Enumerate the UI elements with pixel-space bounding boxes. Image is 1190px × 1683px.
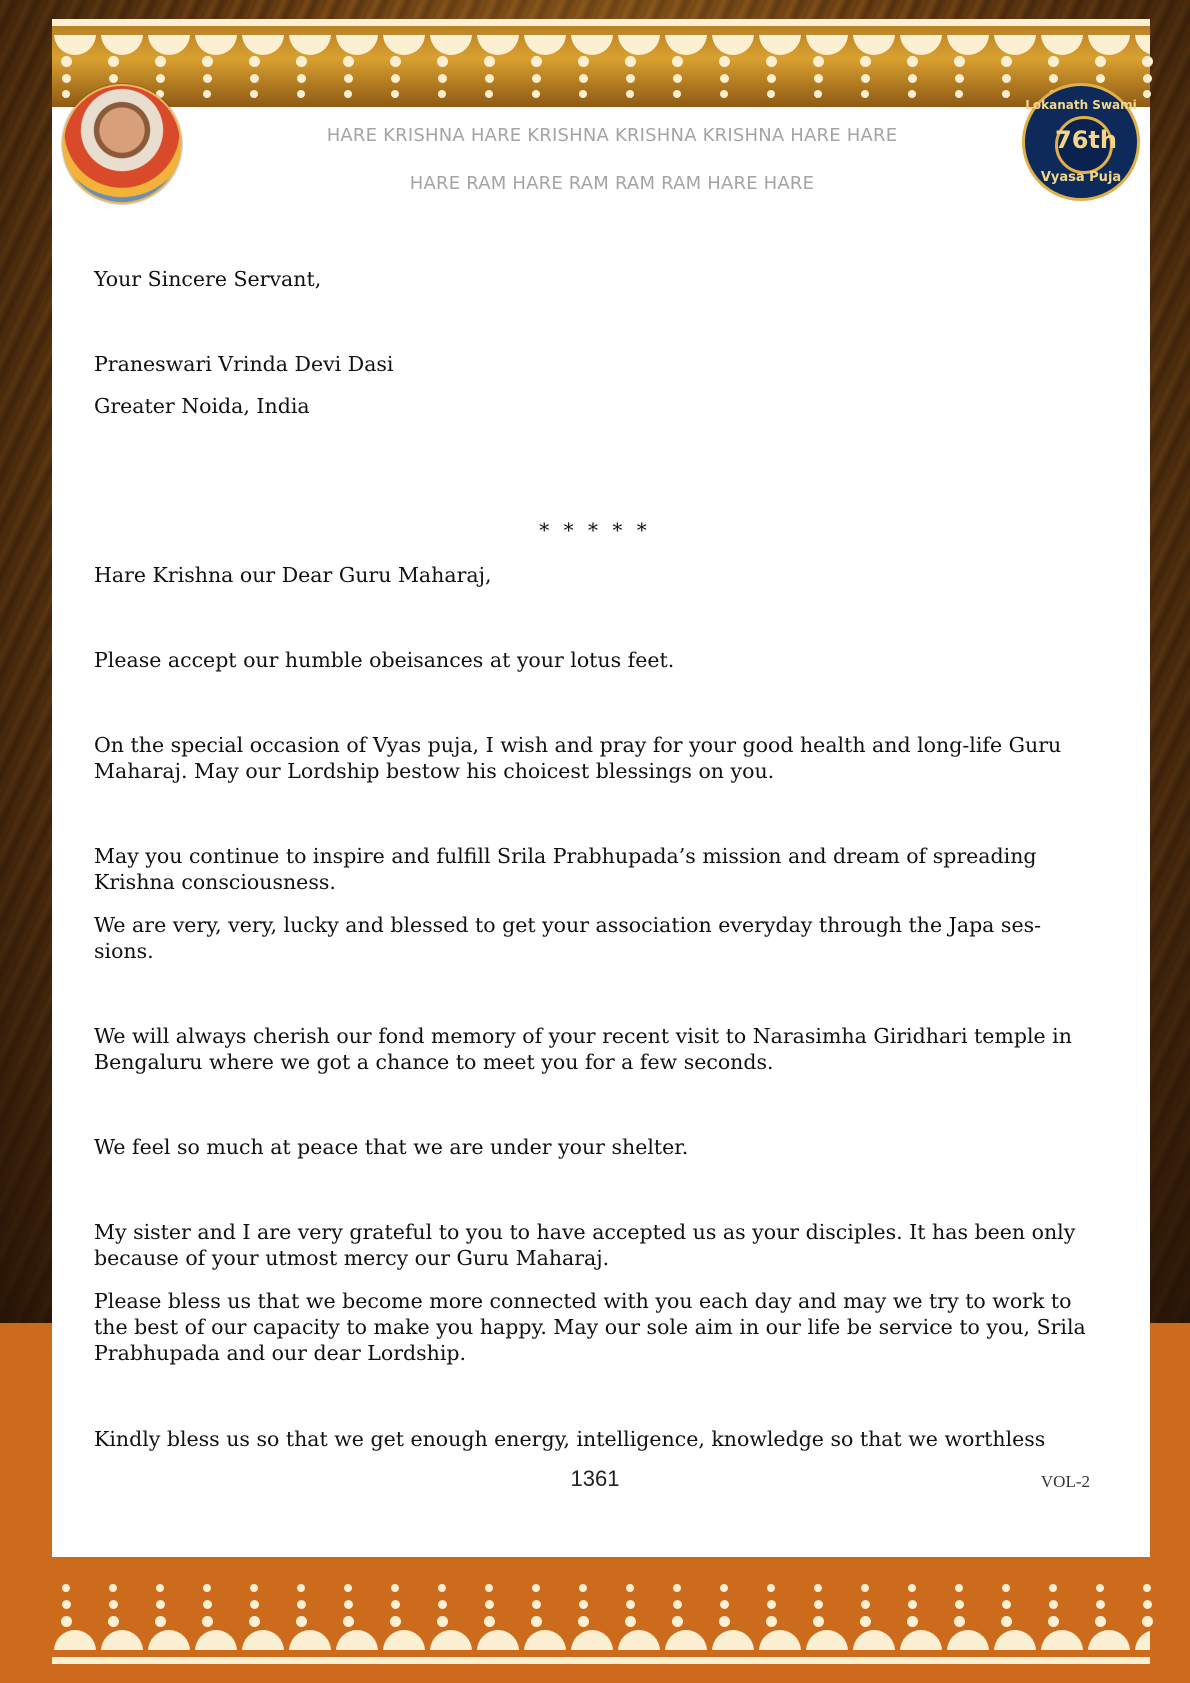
dot-ornament bbox=[720, 74, 729, 83]
dot-ornament bbox=[814, 74, 823, 83]
dot-ornament bbox=[626, 90, 634, 98]
dot-ornament bbox=[485, 1600, 494, 1609]
scallop-ornament bbox=[853, 35, 895, 55]
dot-ornament bbox=[343, 56, 354, 67]
dot-ornament bbox=[579, 1584, 587, 1592]
dot-ornament bbox=[484, 1616, 495, 1627]
scallop-ornament bbox=[994, 1630, 1036, 1650]
letter-paragraph: We are very, very, lucky and blessed to get your association everyday through the Japa ses-sions. bbox=[94, 913, 1042, 963]
dot-ornament bbox=[438, 1584, 446, 1592]
dot-ornament bbox=[814, 1600, 823, 1609]
scallop-ornament bbox=[195, 35, 237, 55]
dot-ornament bbox=[297, 1600, 306, 1609]
dot-ornament bbox=[673, 74, 682, 83]
dot-ornament bbox=[578, 56, 589, 67]
dot-ornament bbox=[720, 1584, 728, 1592]
dot-ornament bbox=[532, 1584, 540, 1592]
dot-ornament bbox=[813, 56, 824, 67]
dot-ornament bbox=[344, 74, 353, 83]
dot-ornament bbox=[437, 56, 448, 67]
dot-ornament bbox=[954, 56, 965, 67]
letter-author: Praneswari Vrinda Devi Dasi bbox=[94, 352, 394, 376]
top-border-line bbox=[52, 19, 1150, 26]
dot-ornament bbox=[62, 90, 70, 98]
dot-ornament bbox=[1001, 1616, 1012, 1627]
bottom-border-line bbox=[52, 1657, 1150, 1664]
scallop-ornament bbox=[712, 1630, 754, 1650]
dot-ornament bbox=[391, 1600, 400, 1609]
letter-paragraph: Kindly bless us so that we get enough energy, intelligence, knowledge so that we worthless bbox=[94, 1427, 1046, 1451]
scallop-ornament bbox=[195, 1630, 237, 1650]
scallop-ornament bbox=[1135, 1630, 1150, 1650]
dot-ornament bbox=[344, 1584, 352, 1592]
scallop-ornament bbox=[806, 1630, 848, 1650]
dot-ornament bbox=[390, 56, 401, 67]
dot-ornament bbox=[673, 1584, 681, 1592]
dot-ornament bbox=[578, 1616, 589, 1627]
scallop-ornament bbox=[947, 35, 989, 55]
dot-ornament bbox=[861, 90, 869, 98]
dot-ornament bbox=[109, 1600, 118, 1609]
dot-ornament bbox=[579, 74, 588, 83]
dot-ornament bbox=[719, 1616, 730, 1627]
scallop-ornament bbox=[524, 35, 566, 55]
dot-ornament bbox=[1095, 56, 1106, 67]
letter-paragraph: We will always cherish our fond memory of your recent visit to Narasimha Giridhari temple in Bengaluru where we got a chance to meet you for a few seconds. bbox=[94, 1024, 1072, 1074]
dot-ornament bbox=[1002, 90, 1010, 98]
dot-ornament bbox=[391, 90, 399, 98]
scallop-ornament bbox=[336, 1630, 378, 1650]
dot-ornament bbox=[673, 1600, 682, 1609]
dot-ornament bbox=[1002, 1600, 1011, 1609]
dot-ornament bbox=[203, 1600, 212, 1609]
dot-ornament bbox=[531, 1616, 542, 1627]
letter-location: Greater Noida, India bbox=[94, 394, 310, 418]
dot-ornament bbox=[343, 1616, 354, 1627]
scallop-ornament bbox=[54, 1630, 96, 1650]
dot-ornament bbox=[626, 1600, 635, 1609]
scallop-ornament bbox=[1088, 35, 1130, 55]
dot-ornament bbox=[109, 74, 118, 83]
section-separator: * * * * * bbox=[539, 518, 651, 542]
dot-ornament bbox=[62, 1584, 70, 1592]
dot-ornament bbox=[673, 90, 681, 98]
dot-ornament bbox=[625, 1616, 636, 1627]
dot-ornament bbox=[626, 1584, 634, 1592]
dot-ornament bbox=[249, 56, 260, 67]
dot-ornament bbox=[1143, 1584, 1151, 1592]
dot-ornament bbox=[109, 1584, 117, 1592]
dot-ornament bbox=[250, 74, 259, 83]
dot-ornament bbox=[1143, 74, 1152, 83]
scallop-ornament bbox=[148, 1630, 190, 1650]
dot-ornament bbox=[672, 1616, 683, 1627]
dot-ornament bbox=[579, 90, 587, 98]
dot-ornament bbox=[954, 1616, 965, 1627]
dot-ornament bbox=[625, 56, 636, 67]
dot-ornament bbox=[250, 90, 258, 98]
dot-ornament bbox=[202, 1616, 213, 1627]
dot-ornament bbox=[720, 90, 728, 98]
dot-ornament bbox=[1142, 1616, 1153, 1627]
scallop-ornament bbox=[101, 35, 143, 55]
dot-ornament bbox=[1143, 1600, 1152, 1609]
dot-ornament bbox=[814, 90, 822, 98]
dot-ornament bbox=[438, 1600, 447, 1609]
letter-paragraph: May you continue to inspire and fulfill Srila Prabhupada’s mission and dream of spreading Krishna consciousness. bbox=[94, 844, 1037, 894]
scallop-ornament bbox=[618, 1630, 660, 1650]
dot-ornament bbox=[61, 1616, 72, 1627]
bottom-scallop-border bbox=[52, 1628, 1150, 1650]
dot-ornament bbox=[1002, 1584, 1010, 1592]
dot-ornament bbox=[61, 56, 72, 67]
dot-ornament bbox=[532, 1600, 541, 1609]
dot-ornament bbox=[1096, 1584, 1104, 1592]
badge-bottom-text: Vyasa Puja bbox=[1040, 170, 1122, 185]
scallop-ornament bbox=[101, 1630, 143, 1650]
dot-ornament bbox=[908, 1584, 916, 1592]
scallop-ornament bbox=[524, 1630, 566, 1650]
dot-ornament bbox=[813, 1616, 824, 1627]
scallop-ornament bbox=[430, 1630, 472, 1650]
badge-top-text: Lokanath Swami bbox=[1025, 98, 1137, 112]
dot-ornament bbox=[1002, 74, 1011, 83]
dot-ornament bbox=[1096, 74, 1105, 83]
scallop-ornament bbox=[947, 1630, 989, 1650]
dot-ornament bbox=[908, 74, 917, 83]
scallop-ornament bbox=[853, 1630, 895, 1650]
dot-ornament bbox=[720, 1600, 729, 1609]
dot-ornament bbox=[203, 90, 211, 98]
scallop-ornament bbox=[994, 35, 1036, 55]
scallop-ornament bbox=[289, 1630, 331, 1650]
scallop-ornament bbox=[477, 35, 519, 55]
scallop-ornament bbox=[618, 35, 660, 55]
scallop-ornament bbox=[383, 1630, 425, 1650]
letter-paragraph: We feel so much at peace that we are under your shelter. bbox=[94, 1135, 689, 1159]
scallop-ornament bbox=[900, 35, 942, 55]
dot-ornament bbox=[1001, 56, 1012, 67]
scallop-ornament bbox=[571, 35, 613, 55]
dot-ornament bbox=[250, 1584, 258, 1592]
dot-ornament bbox=[532, 90, 540, 98]
dot-ornament bbox=[438, 90, 446, 98]
dot-ornament bbox=[297, 1584, 305, 1592]
dot-ornament bbox=[955, 74, 964, 83]
dot-ornament bbox=[203, 1584, 211, 1592]
letter-paragraph: Please bless us that we become more connected with you each day and may we try to work to the best of our capacity to make you happy. May our sole aim in our life be service to you, Srila Prabhupada and our dear Lordship. bbox=[94, 1289, 1086, 1365]
badge-number: 76th bbox=[1055, 126, 1117, 154]
dot-ornament bbox=[860, 56, 871, 67]
scallop-ornament bbox=[1041, 35, 1083, 55]
dot-ornament bbox=[155, 1616, 166, 1627]
scallop-ornament bbox=[665, 35, 707, 55]
dot-ornament bbox=[766, 1616, 777, 1627]
dot-ornament bbox=[861, 1584, 869, 1592]
scallop-ornament bbox=[900, 1630, 942, 1650]
dot-ornament bbox=[249, 1616, 260, 1627]
dot-ornament bbox=[955, 1600, 964, 1609]
dot-ornament bbox=[767, 1600, 776, 1609]
scallop-ornament bbox=[571, 1630, 613, 1650]
dot-ornament bbox=[156, 1600, 165, 1609]
letter-paragraph: My sister and I are very grateful to you to have accepted us as your disciples. It has been only because of your utmost mercy our Guru Maharaj. bbox=[94, 1220, 1076, 1270]
scallop-ornament bbox=[430, 35, 472, 55]
dot-ornament bbox=[814, 1584, 822, 1592]
scallop-ornament bbox=[1135, 35, 1150, 55]
page-number: 1361 bbox=[570, 1466, 620, 1491]
dot-ornament bbox=[908, 90, 916, 98]
dot-ornament bbox=[766, 56, 777, 67]
dot-ornament bbox=[390, 1616, 401, 1627]
dot-ornament bbox=[155, 56, 166, 67]
dot-ornament bbox=[1049, 1600, 1058, 1609]
dot-ornament bbox=[719, 56, 730, 67]
dot-ornament bbox=[156, 1584, 164, 1592]
dot-ornament bbox=[1048, 56, 1059, 67]
dot-ornament bbox=[296, 56, 307, 67]
dot-ornament bbox=[344, 90, 352, 98]
scallop-ornament bbox=[54, 35, 96, 55]
dot-ornament bbox=[907, 1616, 918, 1627]
dot-ornament bbox=[1142, 56, 1153, 67]
dot-ornament bbox=[579, 1600, 588, 1609]
scallop-ornament bbox=[336, 35, 378, 55]
dot-ornament bbox=[861, 1600, 870, 1609]
dot-ornament bbox=[767, 90, 775, 98]
dot-ornament bbox=[767, 1584, 775, 1592]
dot-ornament bbox=[908, 1600, 917, 1609]
scallop-ornament bbox=[1041, 1630, 1083, 1650]
dot-ornament bbox=[108, 56, 119, 67]
vyasa-puja-badge-icon bbox=[1022, 83, 1140, 201]
dot-ornament bbox=[156, 74, 165, 83]
dot-ornament bbox=[344, 1600, 353, 1609]
dot-ornament bbox=[62, 1600, 71, 1609]
dot-ornament bbox=[955, 90, 963, 98]
dot-ornament bbox=[672, 56, 683, 67]
dot-ornament bbox=[485, 1584, 493, 1592]
dot-ornament bbox=[1048, 1616, 1059, 1627]
dot-ornament bbox=[531, 56, 542, 67]
dot-ornament bbox=[297, 74, 306, 83]
dot-ornament bbox=[1095, 1616, 1106, 1627]
dot-ornament bbox=[203, 74, 212, 83]
dot-ornament bbox=[250, 1600, 259, 1609]
scallop-ornament bbox=[759, 1630, 801, 1650]
letter-closing: Your Sincere Servant, bbox=[94, 267, 322, 291]
dot-ornament bbox=[1143, 90, 1151, 98]
mantra-line-2: HARE RAM HARE RAM RAM RAM HARE HARE bbox=[409, 173, 815, 194]
dot-ornament bbox=[626, 74, 635, 83]
dot-ornament bbox=[484, 56, 495, 67]
scallop-ornament bbox=[383, 35, 425, 55]
scallop-ornament bbox=[289, 35, 331, 55]
dot-ornament bbox=[955, 1584, 963, 1592]
dot-ornament bbox=[485, 74, 494, 83]
dot-ornament bbox=[438, 74, 447, 83]
letter-paragraph: Please accept our humble obeisances at your lotus feet. bbox=[94, 648, 675, 672]
scallop-ornament bbox=[242, 35, 284, 55]
scallop-ornament bbox=[477, 1630, 519, 1650]
scallop-ornament bbox=[806, 35, 848, 55]
dot-ornament bbox=[907, 56, 918, 67]
letter-salutation: Hare Krishna our Dear Guru Maharaj, bbox=[94, 563, 492, 587]
volume-label: VOL-2 bbox=[1040, 1472, 1090, 1491]
dot-ornament bbox=[485, 90, 493, 98]
dot-ornament bbox=[391, 1584, 399, 1592]
guru-portrait-image bbox=[62, 84, 182, 204]
dot-ornament bbox=[202, 56, 213, 67]
dot-ornament bbox=[767, 74, 776, 83]
scallop-ornament bbox=[665, 1630, 707, 1650]
dot-ornament bbox=[861, 74, 870, 83]
mantra-line-1: HARE KRISHNA HARE KRISHNA KRISHNA KRISHNA HARE HARE bbox=[326, 125, 898, 146]
scallop-ornament bbox=[148, 35, 190, 55]
scallop-ornament bbox=[759, 35, 801, 55]
dot-ornament bbox=[1096, 1600, 1105, 1609]
dot-ornament bbox=[108, 1616, 119, 1627]
dot-ornament bbox=[437, 1616, 448, 1627]
dot-ornament bbox=[297, 90, 305, 98]
dot-ornament bbox=[1049, 1584, 1057, 1592]
scallop-ornament bbox=[712, 35, 754, 55]
dot-ornament bbox=[532, 74, 541, 83]
dot-ornament bbox=[391, 74, 400, 83]
dot-ornament bbox=[860, 1616, 871, 1627]
dot-ornament bbox=[296, 1616, 307, 1627]
dot-ornament bbox=[1049, 74, 1058, 83]
letter-paragraph: On the special occasion of Vyas puja, I wish and pray for your good health and long-life Guru Maharaj. May our Lordship bestow his choicest blessings on you. bbox=[94, 733, 1062, 783]
top-dot-border bbox=[52, 54, 1150, 114]
scallop-ornament bbox=[1088, 1630, 1130, 1650]
dot-ornament bbox=[62, 74, 71, 83]
scallop-ornament bbox=[242, 1630, 284, 1650]
